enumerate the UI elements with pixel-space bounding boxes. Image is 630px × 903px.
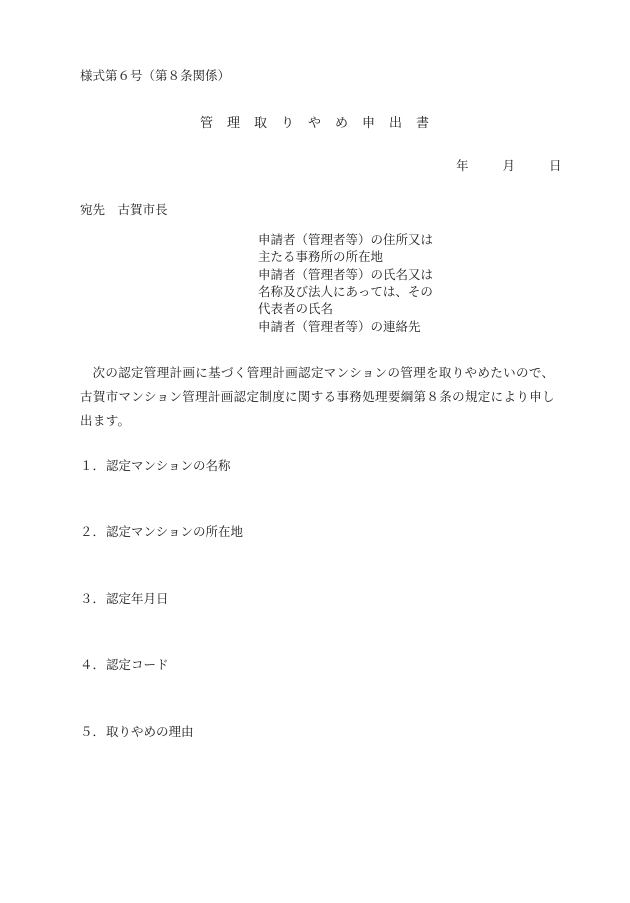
item-mansion-name [80,456,230,474]
item-number: １． [80,458,106,473]
item-number: ５． [80,724,106,739]
item-number: ４． [80,657,106,672]
applicant-address-label [258,231,433,265]
item-number: ２． [80,524,106,539]
item-number: ３． [80,591,106,606]
item-label: 認定マンションの名称 [106,458,231,473]
item-certification-code [80,655,169,673]
item-label: 認定マンションの所在地 [106,524,243,539]
applicant-name-line: 代表者の氏名 [258,301,334,316]
form-number: 様式第６号（第８条関係） [80,68,231,83]
date-month-label: 月 [502,158,516,173]
applicant-name-line: 名称及び法人にあっては、その [258,284,433,299]
applicant-name-label [258,266,433,317]
applicant-name-line: 申請者（管理者等）の氏名又は [258,267,434,282]
applicant-address-line: 主たる事務所の所在地 [258,249,384,264]
item-label: 認定年月日 [106,591,169,606]
item-mansion-location [80,522,243,540]
date-year-label: 年 [456,158,469,173]
item-label: 取りやめの理由 [106,724,194,739]
item-withdrawal-reason [80,722,194,740]
date-line [456,156,562,174]
date-day-label: 日 [549,158,562,173]
body-paragraph: 次の認定管理計画に基づく管理計画認定マンションの管理を取りやめたいので、古賀市マンション管理計画認定制度に関する事務処理要綱第８条の規定により申し出ます。 [80,365,555,428]
document-title: 管理取りやめ申出書 [200,116,444,131]
applicant-address-line: 申請者（管理者等）の住所又は [258,232,434,247]
item-certification-date [80,589,169,607]
applicant-contact-label: 申請者（管理者等）の連絡先 [258,319,421,334]
addressee: 宛先 古賀市長 [80,202,168,217]
item-label: 認定コード [106,657,169,672]
